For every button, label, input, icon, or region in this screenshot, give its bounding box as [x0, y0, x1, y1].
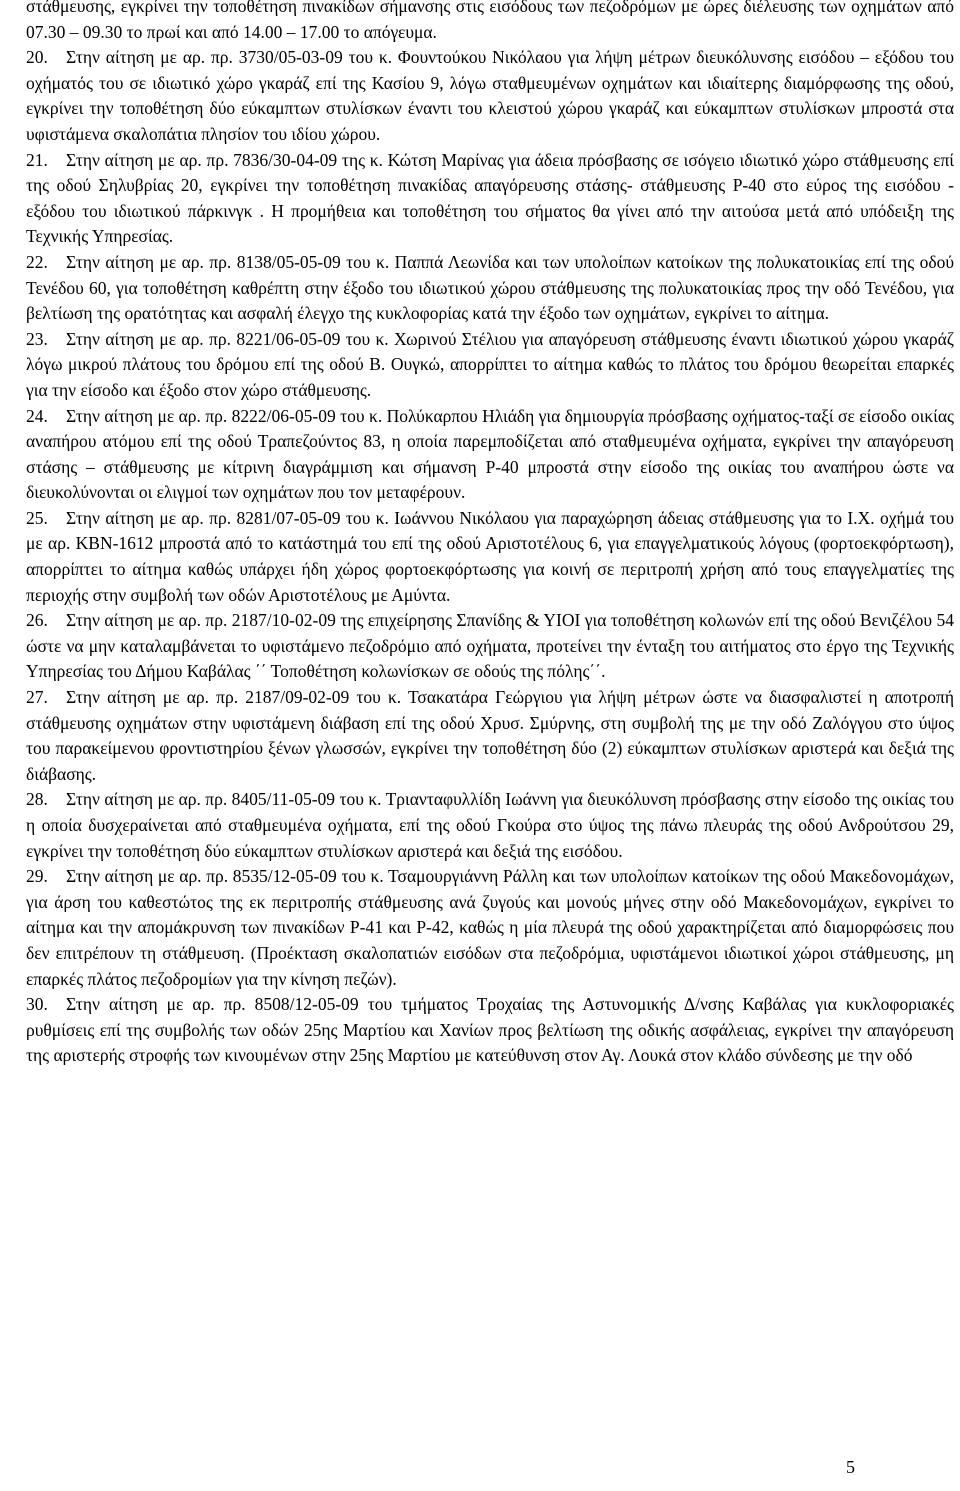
list-item-30 [26, 992, 954, 1069]
list-item-25 [26, 506, 954, 608]
list-item-26 [26, 608, 954, 685]
intro-paragraph [26, 0, 954, 45]
item-number: 27. [26, 687, 48, 708]
list-item-24 [26, 404, 954, 506]
item-text: Στην αίτηση με αρ. πρ. 7836/30-04-09 της κ. Κώτση Μαρίνας για άδεια πρόσβασης σε ισόγειο ιδιωτικό χώρο στάθμευσης επί της οδού Σηλυβρίας 20, εγκρίνει την τοποθέτηση πινακίδας απαγόρευσης στάσης- στάθμευσης Ρ-40 στο εύρος της εισόδου - εξόδου του ιδιωτικού πάρκινγκ . Η προμήθεια και τοποθέτηση του σήματος θα γίνει από την αιτούσα μετά από υπόδειξη της Τεχνικής Υπηρεσίας. [26, 149, 954, 247]
item-text: Στην αίτηση με αρ. πρ. 8138/05-05-09 του κ. Παππά Λεωνίδα και των υπολοίπων κατοίκων της πολυκατοικίας επί της οδού Τενέδου 60, για τοποθέτηση καθρέπτη στην έξοδο του ιδιωτικού χώρου στάθμευσης της πολυκατοικίας προς την οδό Τενέδου, για βελτίωση της ορατότητας και ασφαλή έλεγχο της κυκλοφορίας κατά την έξοδο των οχημάτων, εγκρίνει το αίτημα. [26, 251, 954, 324]
list-item-22 [26, 250, 954, 327]
item-number: 23. [26, 328, 48, 349]
list-item-21 [26, 148, 954, 250]
intro-line-1: στάθμευσης, εγκρίνει την τοποθέτηση πινακίδων σήμανσης στις εισόδους των πεζοδρόμων με [26, 0, 698, 16]
item-text: Στην αίτηση με αρ. πρ. 2187/09-02-09 του κ. Τσακατάρα Γεώργιου για λήψη μέτρων ώστε να διασφαλιστεί η αποτροπή στάθμευσης οχημάτων στην υφιστάμενη διάβαση επί της οδού Χρυσ. Σμύρνης, στη συμβολή της με την οδό Ζαλόγγου στο ύψος του παρακείμενου φροντιστηρίου ξένων γλωσσών, εγκρίνει την τοποθέτηση δύο (2) εύκαμπτων στυλίσκων αριστερά και δεξιά της διάβασης. [26, 687, 954, 784]
item-text: Στην αίτηση με αρ. πρ. 8222/06-05-09 του κ. Πολύκαρπου Ηλιάδη για δημιουργία πρόσβασης οχήματος-ταξί σε είσοδο οικίας αναπήρου ατόμου επί της οδού Τραπεζούντος 83, η οποία παρεμποδίζεται από σταθμευμένα οχήματα, εγκρίνει την απαγόρευση στάσης – στάθμευσης με κίτρινη διαγράμμιση και σήμανση Ρ-40 μπροστά στην είσοδο της οικίας του αναπήρου ώστε να διευκολύνονται οι ελιγμοί των οχημάτων που τον μεταφέρουν. [26, 405, 954, 503]
document-body [26, 0, 954, 1069]
item-number: 30. [26, 994, 48, 1015]
item-text: Στην αίτηση με αρ. πρ. 8281/07-05-09 του κ. Ιωάννου Νικόλαου για παραχώρηση άδειας στάθμευσης για το Ι.Χ. οχήμά του με αρ. ΚΒΝ-1612 μπροστά από το κατάστημά του επί της οδού Αριστοτέλους 6, για επαγγελματικούς λόγους (φορτοεκφόρτωση), απορρίπτει το αίτημα καθώς υπάρχει ήδη χώρος φορτοεκφόρτωσης για κοινή σε περιτροπή χρήση από τους επαγγελματίες της περιοχής στην συμβολή των οδών Αριστοτέλους με Αμύντα. [26, 507, 954, 605]
page-number: 5 [846, 1457, 855, 1477]
item-number: 24. [26, 405, 48, 426]
item-number: 21. [26, 149, 48, 170]
item-number: 22. [26, 251, 48, 272]
item-text: Στην αίτηση με αρ. πρ. 8508/12-05-09 του τμήματος Τροχαίας της Αστυνομικής Δ/νσης Καβάλας για κυκλοφοριακές ρυθμίσεις επί της συμβολής των οδών 25ης Μαρτίου και Χανίων προς βελτίωση της οδικής ασφάλειας, εγκρίνει την απαγόρευση της αριστερής στροφής των κινουμένων στην 25ης Μαρτίου με κατεύθυνση στον Αγ. Λουκά στον κλάδο σύνδεσης με την οδό [26, 994, 954, 1066]
item-text: Στην αίτηση με αρ. πρ. 8405/11-05-09 του κ. Τριανταφυλλίδη Ιωάννη για διευκόλυνση πρόσβασης στην είσοδο της οικίας του η οποία δυσχεραίνεται από σταθμευμένα οχήματα, επί της οδού Γκούρα στο ύψος της πάνω πλευράς της οδού Ανδρούτσου 29, εγκρίνει την τοποθέτηση δύο εύκαμπτων στυλίσκων αριστερά και δεξιά της εισόδου. [26, 789, 954, 861]
item-number: 20. [26, 47, 48, 68]
item-number: 26. [26, 610, 48, 631]
list-item-27 [26, 685, 954, 787]
item-text: Στην αίτηση με αρ. πρ. 8535/12-05-09 του κ. Τσαμουργιάννη Ράλλη και των υπολοίπων κατοίκων της οδού Μακεδονομάχων, για άρση του καθεστώτος της εκ περιτροπής στάθμευσης ανά ζυγούς και μονούς μήνες στην οδό Μακεδονομάχων, εγκρίνει το αίτημα και την απομάκρυνση των πινακίδων Ρ-41 και Ρ-42, καθώς η μία πλευρά της οδού χαρακτηρίζεται από διαμορφώσεις που δεν επιτρέπουν τη στάθμευση. (Προέκταση σκαλοπατιών εισόδων στα πεζοδρόμια, υφιστάμενοι ιδιωτικοί χώροι στάθμευσης, μη επαρκές πλάτος πεζοδρομίων για την κίνηση πεζών). [26, 866, 954, 989]
list-item-29 [26, 864, 954, 992]
intro-line-2: ώρες διέλευσης των οχημάτων από 07.30 – 09.30 το πρωί και από 14.00 – 17.00 το απόγευμα. [26, 0, 955, 42]
list-item-23 [26, 327, 954, 404]
item-number: 29. [26, 866, 48, 887]
item-text: Στην αίτηση με αρ. πρ. 8221/06-05-09 του κ. Χωρινού Στέλιου για απαγόρευση στάθμευσης έναντι ιδιωτικού χώρου γκαράζ λόγω μικρού πλάτους του δρόμου επί της οδού Β. Ουγκώ, απορρίπτει το αίτημα καθώς το πλάτος του δρόμου θεωρείται επαρκές για την είσοδο και έξοδο στον χώρο στάθμευσης. [26, 328, 954, 400]
item-text: Στην αίτηση με αρ. πρ. 2187/10-02-09 της επιχείρησης Σπανίδης & ΥΙΟΙ για τοποθέτηση κολωνών επί της οδού Βενιζέλου 54 ώστε να μην καταλαμβάνεται το υφιστάμενο πεζοδρόμιο από οχήματα, προτείνει την ένταξη του αιτήματος στο έργο της Τεχνικής Υπηρεσίας του Δήμου Καβάλας ΄΄ Τοποθέτηση κολωνίσκων σε οδούς της πόλης΄΄. [26, 610, 954, 682]
item-text: Στην αίτηση με αρ. πρ. 3730/05-03-09 του κ. Φουντούκου Νικόλαου για λήψη μέτρων διευκόλυνσης εισόδου – εξόδου του οχήματός του σε ιδιωτικό χώρο γκαράζ επί της Κασίου 9, λόγω σταθμευμένων οχημάτων και ιδιαίτερης διαμόρφωσης της οδού, εγκρίνει την τοποθέτηση δύο εύκαμπτων στυλίσκων έναντι του κλειστού χώρου γκαράζ και εύκαμπτων στυλίσκων μπροστά στα υφιστάμενα σκαλοπάτια πλησίον του ιδίου χώρου. [26, 47, 954, 144]
item-number: 25. [26, 507, 48, 528]
item-number: 28. [26, 789, 48, 810]
list-item-20 [26, 45, 954, 147]
list-item-28 [26, 787, 954, 864]
